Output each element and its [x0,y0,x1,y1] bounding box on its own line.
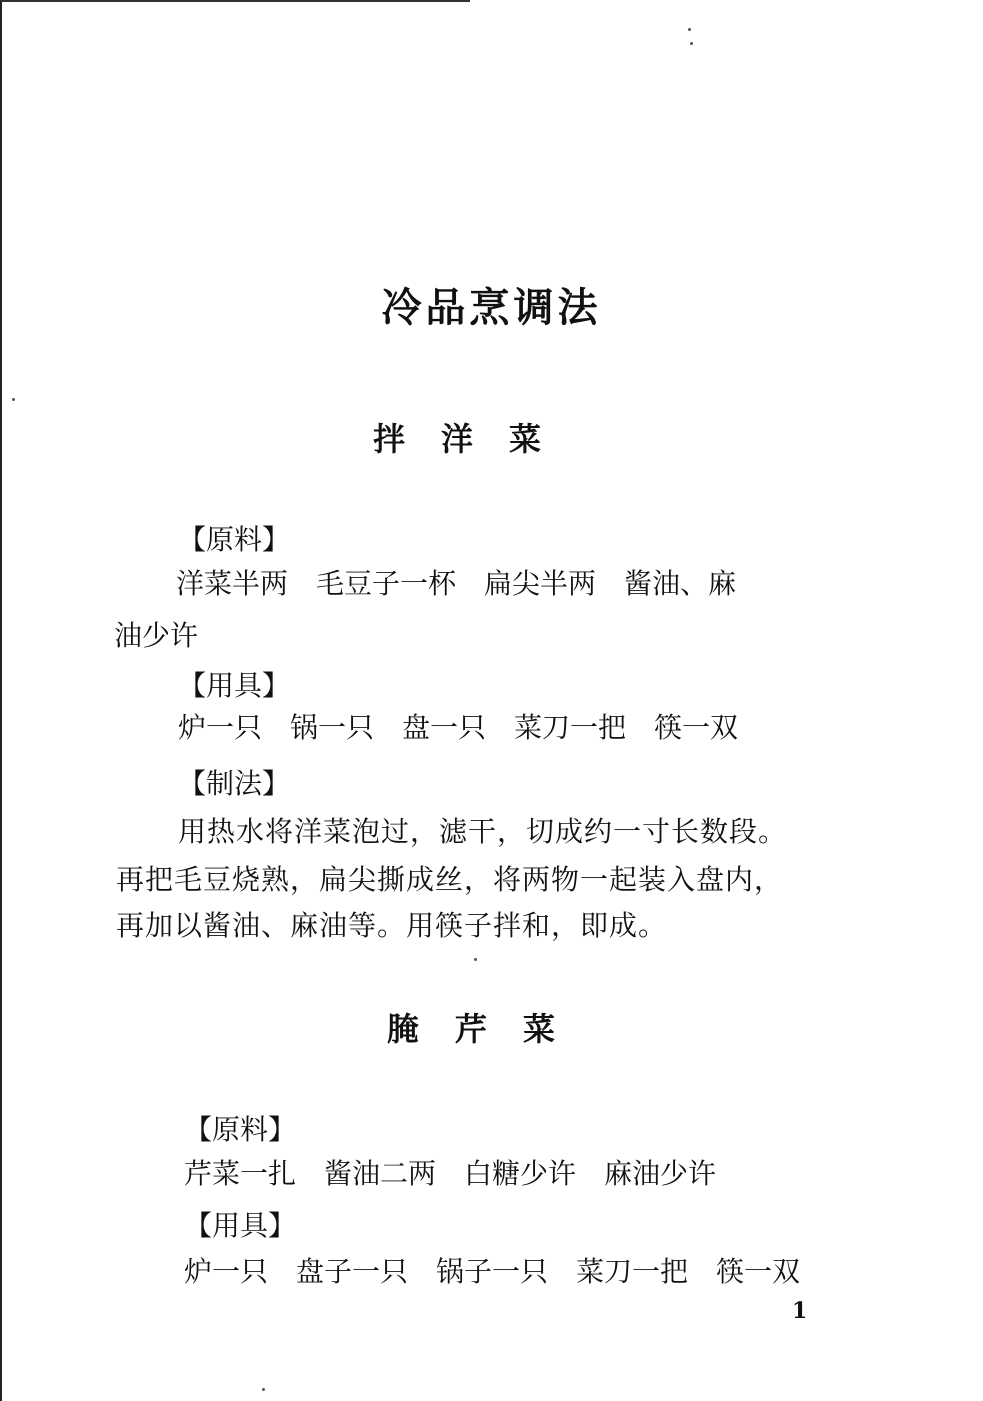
page-number: 1 [792,1298,808,1324]
method-label: 【 制法 】 [178,762,290,802]
method-text: 用热水将洋菜泡过，滤干，切成约一寸长数段。 [178,815,788,848]
scan-speck [474,958,477,961]
tools-text: 炉一只 盘子一只 锅子一只 菜刀一把 筷一双 [184,1255,801,1288]
ingredients-label: 【 原料 】 [184,1108,296,1148]
scan-speck [690,42,693,45]
scan-speck [262,1388,265,1391]
recipe-title: 拌洋菜 [372,420,577,458]
scan-edge-left [0,0,2,1401]
tools-label: 【 用具 】 [178,664,290,704]
chapter-title: 冷品烹调法 [381,284,602,331]
tools-text: 炉一只 锅一只 盘一只 菜刀一把 筷一双 [178,711,739,744]
ingredients-text: 油少许 [114,619,199,652]
scan-speck [12,398,15,401]
recipe-title: 腌芹菜 [386,1010,591,1048]
method-text: 再把毛豆烧熟，扁尖撕成丝，将两物一起装入盘内， [116,863,784,896]
ingredients-text: 洋菜半两 毛豆子一杯 扁尖半两 酱油、麻 [176,567,737,600]
tools-label: 【 用具 】 [184,1204,296,1244]
scan-edge-top [0,0,470,2]
scan-speck [688,28,691,31]
ingredients-label: 【 原料 】 [178,518,290,558]
method-text: 再加以酱油、麻油等。用筷子拌和，即成。 [116,909,668,942]
ingredients-text: 芹菜一扎 酱油二两 白糖少许 麻油少许 [184,1157,717,1190]
